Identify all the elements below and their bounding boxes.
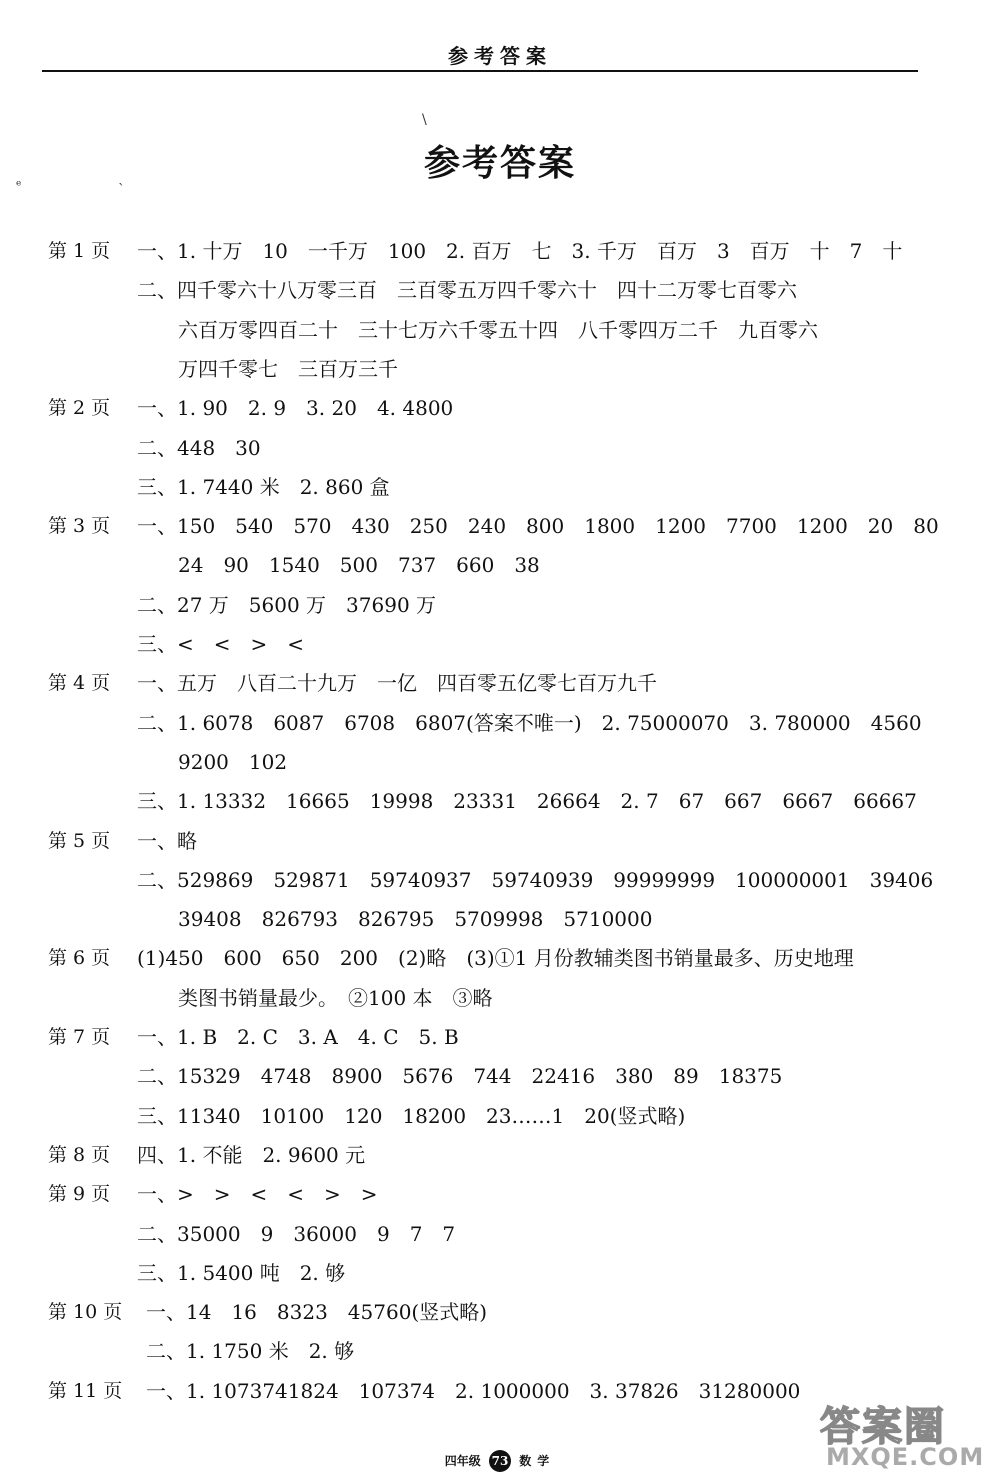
page-label: 第 9 页 xyxy=(48,1183,111,1206)
answer-line: 24 90 1540 500 737 660 38 xyxy=(178,553,540,578)
answer-line: 三、< < > < xyxy=(137,632,305,656)
answer-line: 一、1. B 2. C 3. A 4. C 5. B xyxy=(137,1025,459,1049)
page-label: 第 8 页 xyxy=(48,1143,111,1166)
answer-line: 二、15329 4748 8900 5676 744 22416 380 89 18375 xyxy=(137,1064,783,1089)
answer-line: 一、五万 八百二十九万 一亿 四百零五亿零七百万九千 xyxy=(137,671,657,696)
header-rule xyxy=(42,70,918,72)
answer-line: 二、529869 529871 59740937 59740939 99999999 100000001 39406 xyxy=(137,867,934,892)
answer-line: 二、27 万 5600 万 37690 万 xyxy=(137,592,437,617)
answer-line: 万四千零七 三百万三千 xyxy=(178,356,398,381)
page-label: 第 5 页 xyxy=(48,829,111,852)
scan-mark: ˋ xyxy=(118,182,125,198)
answer-line: 一、1. 十万 10 一千万 100 2. 百万 七 3. 千万 百万 3 百万 十 7 十 xyxy=(137,239,903,263)
page-label: 第 2 页 xyxy=(48,397,111,420)
answer-line: 三、1. 13332 16665 19998 23331 26664 2. 7 67 667 6667 66667 xyxy=(137,789,917,814)
answer-line: 三、1. 5400 吨 2. 够 xyxy=(137,1260,346,1285)
answer-line: 一、1. 1073741824 107374 2. 1000000 3. 37826 31280000 xyxy=(146,1378,801,1403)
watermark-logo-text: 答案圈 xyxy=(820,1404,946,1450)
main-title: 参考答案 xyxy=(423,142,576,184)
page-label: 第 6 页 xyxy=(48,947,111,970)
answer-line: 三、1. 7440 米 2. 860 盒 xyxy=(137,474,390,499)
answer-line: 二、35000 9 36000 9 7 7 xyxy=(137,1221,456,1246)
footer-page-number: 73 xyxy=(489,1450,511,1472)
answer-line: 一、14 16 8323 45760(竖式略) xyxy=(146,1300,488,1325)
header-title: 参考答案 xyxy=(448,44,552,68)
answer-line: 六百万零四百二十 三十七万六千零五十四 八千零四万二千 九百零六 xyxy=(178,317,818,342)
answer-line: 三、11340 10100 120 18200 23……1 20(竖式略) xyxy=(137,1103,686,1128)
footer-subject: 数学 xyxy=(519,1453,556,1468)
answer-line: 9200 102 xyxy=(178,749,288,774)
page-label: 第 7 页 xyxy=(48,1026,111,1048)
page-label: 第 11 页 xyxy=(48,1379,123,1402)
page-label: 第 4 页 xyxy=(48,672,111,695)
answer-line: 二、448 30 xyxy=(137,435,261,460)
answer-line: 二、1. 6078 6087 6708 6807(答案不唯一) 2. 75000070 3. 780000 4560 xyxy=(137,710,922,735)
answer-line: (1)450 600 650 200 (2)略 (3)①1 月份教辅类图书销量最多、历史地理 xyxy=(137,946,854,971)
answer-line: 四、1. 不能 2. 9600 元 xyxy=(137,1142,366,1167)
scan-mark: ᵉ xyxy=(16,178,22,194)
page-label: 第 3 页 xyxy=(48,515,111,538)
answer-line: 二、四千零六十八万零三百 三百零五万四千零六十 四十二万零七百零六 xyxy=(137,278,797,303)
scan-mark: \ xyxy=(422,112,427,128)
answer-line: 39408 826793 826795 5709998 5710000 xyxy=(178,907,653,932)
page-label: 第 10 页 xyxy=(48,1301,123,1324)
answer-line: 二、1. 1750 米 2. 够 xyxy=(146,1339,355,1364)
answer-line: 一、略 xyxy=(137,828,197,853)
answer-line: 一、150 540 570 430 250 240 800 1800 1200 7700 1200 20 80 xyxy=(137,514,939,539)
footer-grade: 四年级 xyxy=(444,1453,481,1468)
answer-line: 一、1. 90 2. 9 3. 20 4. 4800 xyxy=(137,396,454,421)
answer-line: 类图书销量最少。 ②100 本 ③略 xyxy=(178,985,493,1010)
answer-line: 一、> > < < > > xyxy=(137,1182,378,1207)
site-watermark xyxy=(820,1395,985,1475)
watermark-url: MXQE.COM xyxy=(826,1443,985,1471)
page-label: 第 1 页 xyxy=(48,240,111,262)
